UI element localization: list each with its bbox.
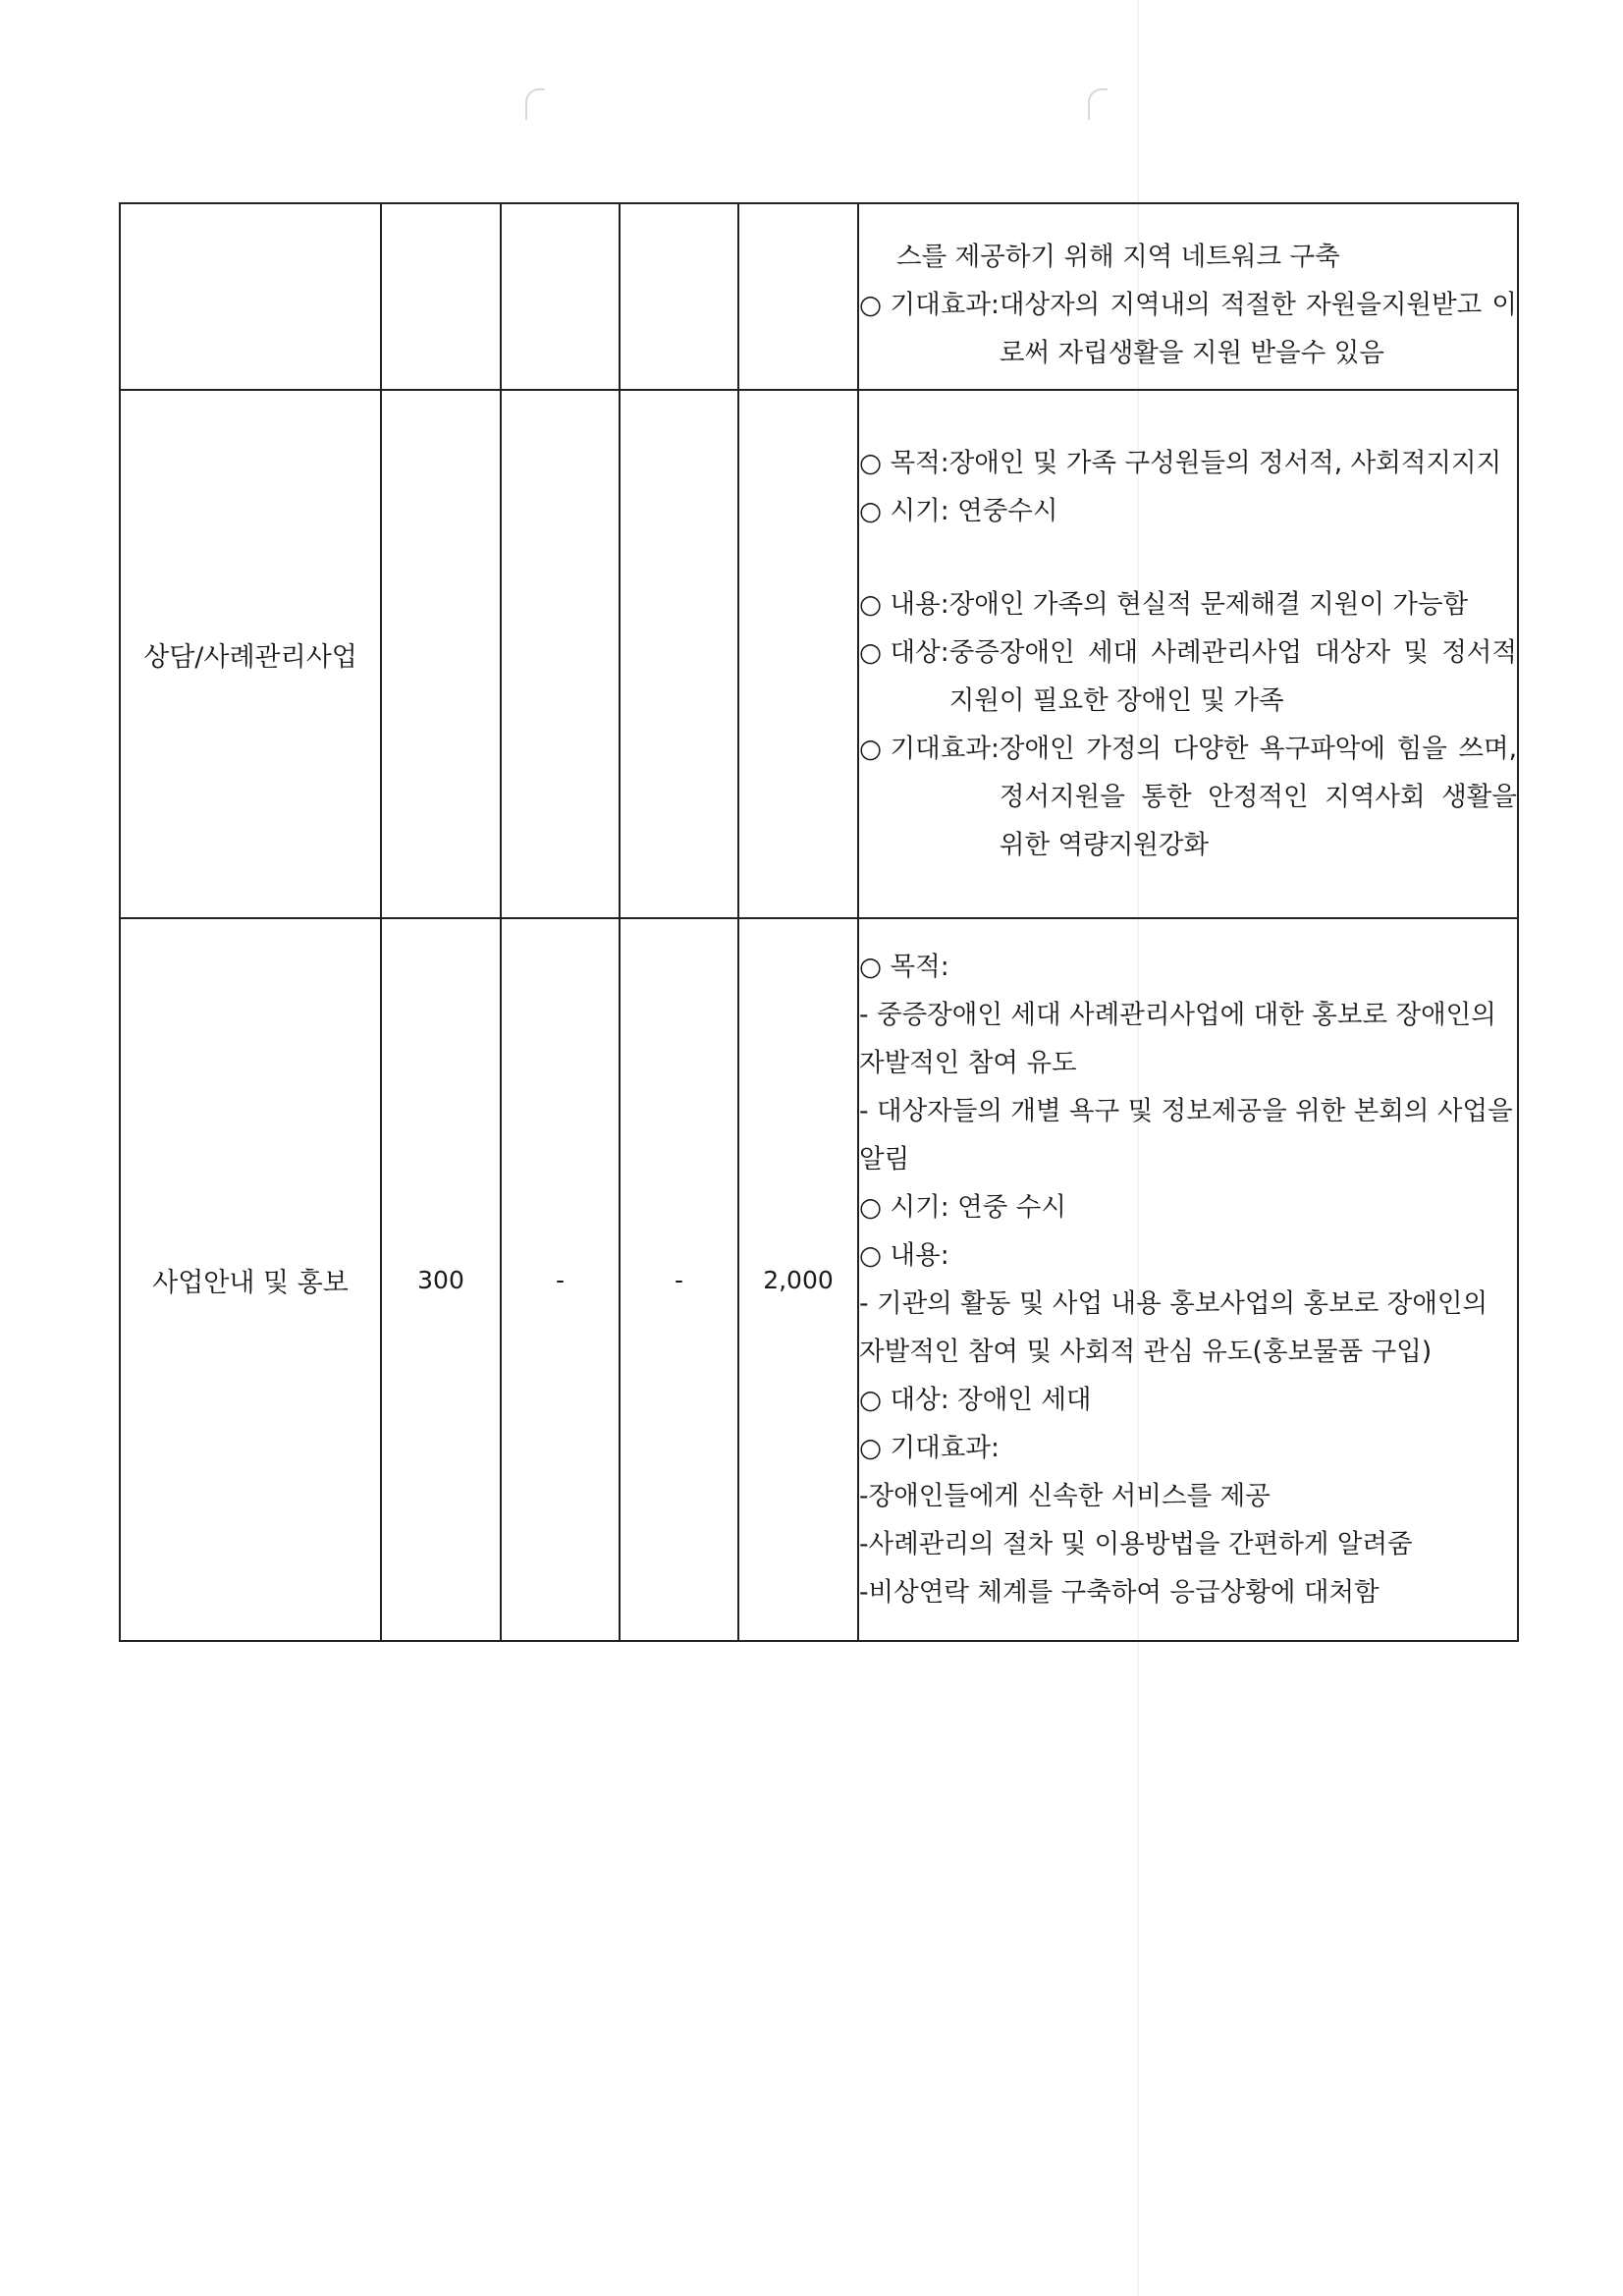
table-row — [120, 918, 1518, 1641]
value-cell — [620, 203, 738, 390]
effect-heading: ○ 기대효과: — [859, 1433, 1000, 1463]
value-cell — [501, 390, 620, 918]
item-body: 장애인 가족의 현실적 문제해결 지원이 가능함 — [948, 589, 1469, 620]
scan-mark-right — [1088, 88, 1108, 120]
program-content-cell — [858, 203, 1518, 390]
time-item: ○ 시기: 연중수시 — [859, 496, 1058, 526]
program-title-cell: 사업안내 및 홍보 — [120, 918, 381, 1641]
detail-heading: ○ 내용: — [859, 1240, 949, 1271]
content-line: 스를 제공하기 위해 지역 네트워크 구축 — [896, 241, 1340, 272]
target-item: ○ 대상: 장애인 세대 — [859, 1385, 1092, 1415]
spacer — [859, 535, 1517, 580]
effect-detail: -비상연락 체계를 구축하여 응급상황에 대처함 — [859, 1577, 1380, 1608]
value-cell: 300 — [381, 918, 501, 1641]
item-heading: ○ 목적: — [859, 448, 949, 478]
effect-item — [859, 281, 1517, 377]
table-row — [120, 390, 1518, 918]
detail-item: - 기관의 활동 및 사업 내용 홍보사업의 홍보로 장애인의 자발적인 참여 및 사회적 관심 유도(홍보물품 구입) — [859, 1288, 1488, 1367]
effect-item — [859, 725, 1517, 869]
value-cell — [501, 203, 620, 390]
value-cell — [738, 203, 858, 390]
value-cell: - — [620, 918, 738, 1641]
item-heading: ○ 내용: — [859, 589, 949, 620]
purpose-heading: ○ 목적: — [859, 952, 949, 982]
value-cell: 2,000 — [738, 918, 858, 1641]
item-body: 장애인 및 가족 구성원들의 정서적, 사회적지지지 — [948, 448, 1502, 478]
effect-detail: -사례관리의 절차 및 이용방법을 간편하게 알려줌 — [859, 1529, 1413, 1559]
value-cell — [381, 203, 501, 390]
item-body: 대상자의 지역내의 적절한 자원을지원받고 이로써 자립생활을 지원 받을수 있음 — [999, 289, 1517, 368]
program-title-cell — [120, 203, 381, 390]
item-body: 중증장애인 세대 사례관리사업 대상자 및 정서적 지원이 필요한 장애인 및 가족 — [948, 637, 1517, 716]
program-title-cell: 상담/사례관리사업 — [120, 390, 381, 918]
program-content-cell — [858, 390, 1518, 918]
value-cell — [738, 390, 858, 918]
value-cell — [620, 390, 738, 918]
detail-item — [859, 580, 1517, 629]
value-cell: - — [501, 918, 620, 1641]
item-heading: ○ 기대효과: — [859, 289, 1000, 320]
item-heading: ○ 대상: — [859, 637, 949, 668]
budget-table — [119, 202, 1519, 1642]
scan-mark-left — [525, 88, 545, 120]
table-row — [120, 203, 1518, 390]
purpose-item — [859, 439, 1517, 487]
purpose-detail: - 대상자들의 개별 욕구 및 정보제공을 위한 본회의 사업을 알림 — [859, 1096, 1513, 1175]
item-body: 장애인 가정의 다양한 욕구파악에 힘을 쓰며, 정서지원을 통한 안정적인 지역사회 생활을 위한 역량지원강화 — [999, 734, 1517, 860]
purpose-detail: - 중증장애인 세대 사례관리사업에 대한 홍보로 장애인의 자발적인 참여 유도 — [859, 1000, 1496, 1078]
time-item: ○ 시기: 연중 수시 — [859, 1192, 1066, 1223]
item-heading: ○ 기대효과: — [859, 734, 1000, 764]
value-cell — [381, 390, 501, 918]
effect-detail: -장애인들에게 신속한 서비스를 제공 — [859, 1481, 1271, 1511]
program-content-cell — [858, 918, 1518, 1641]
target-item — [859, 629, 1517, 725]
